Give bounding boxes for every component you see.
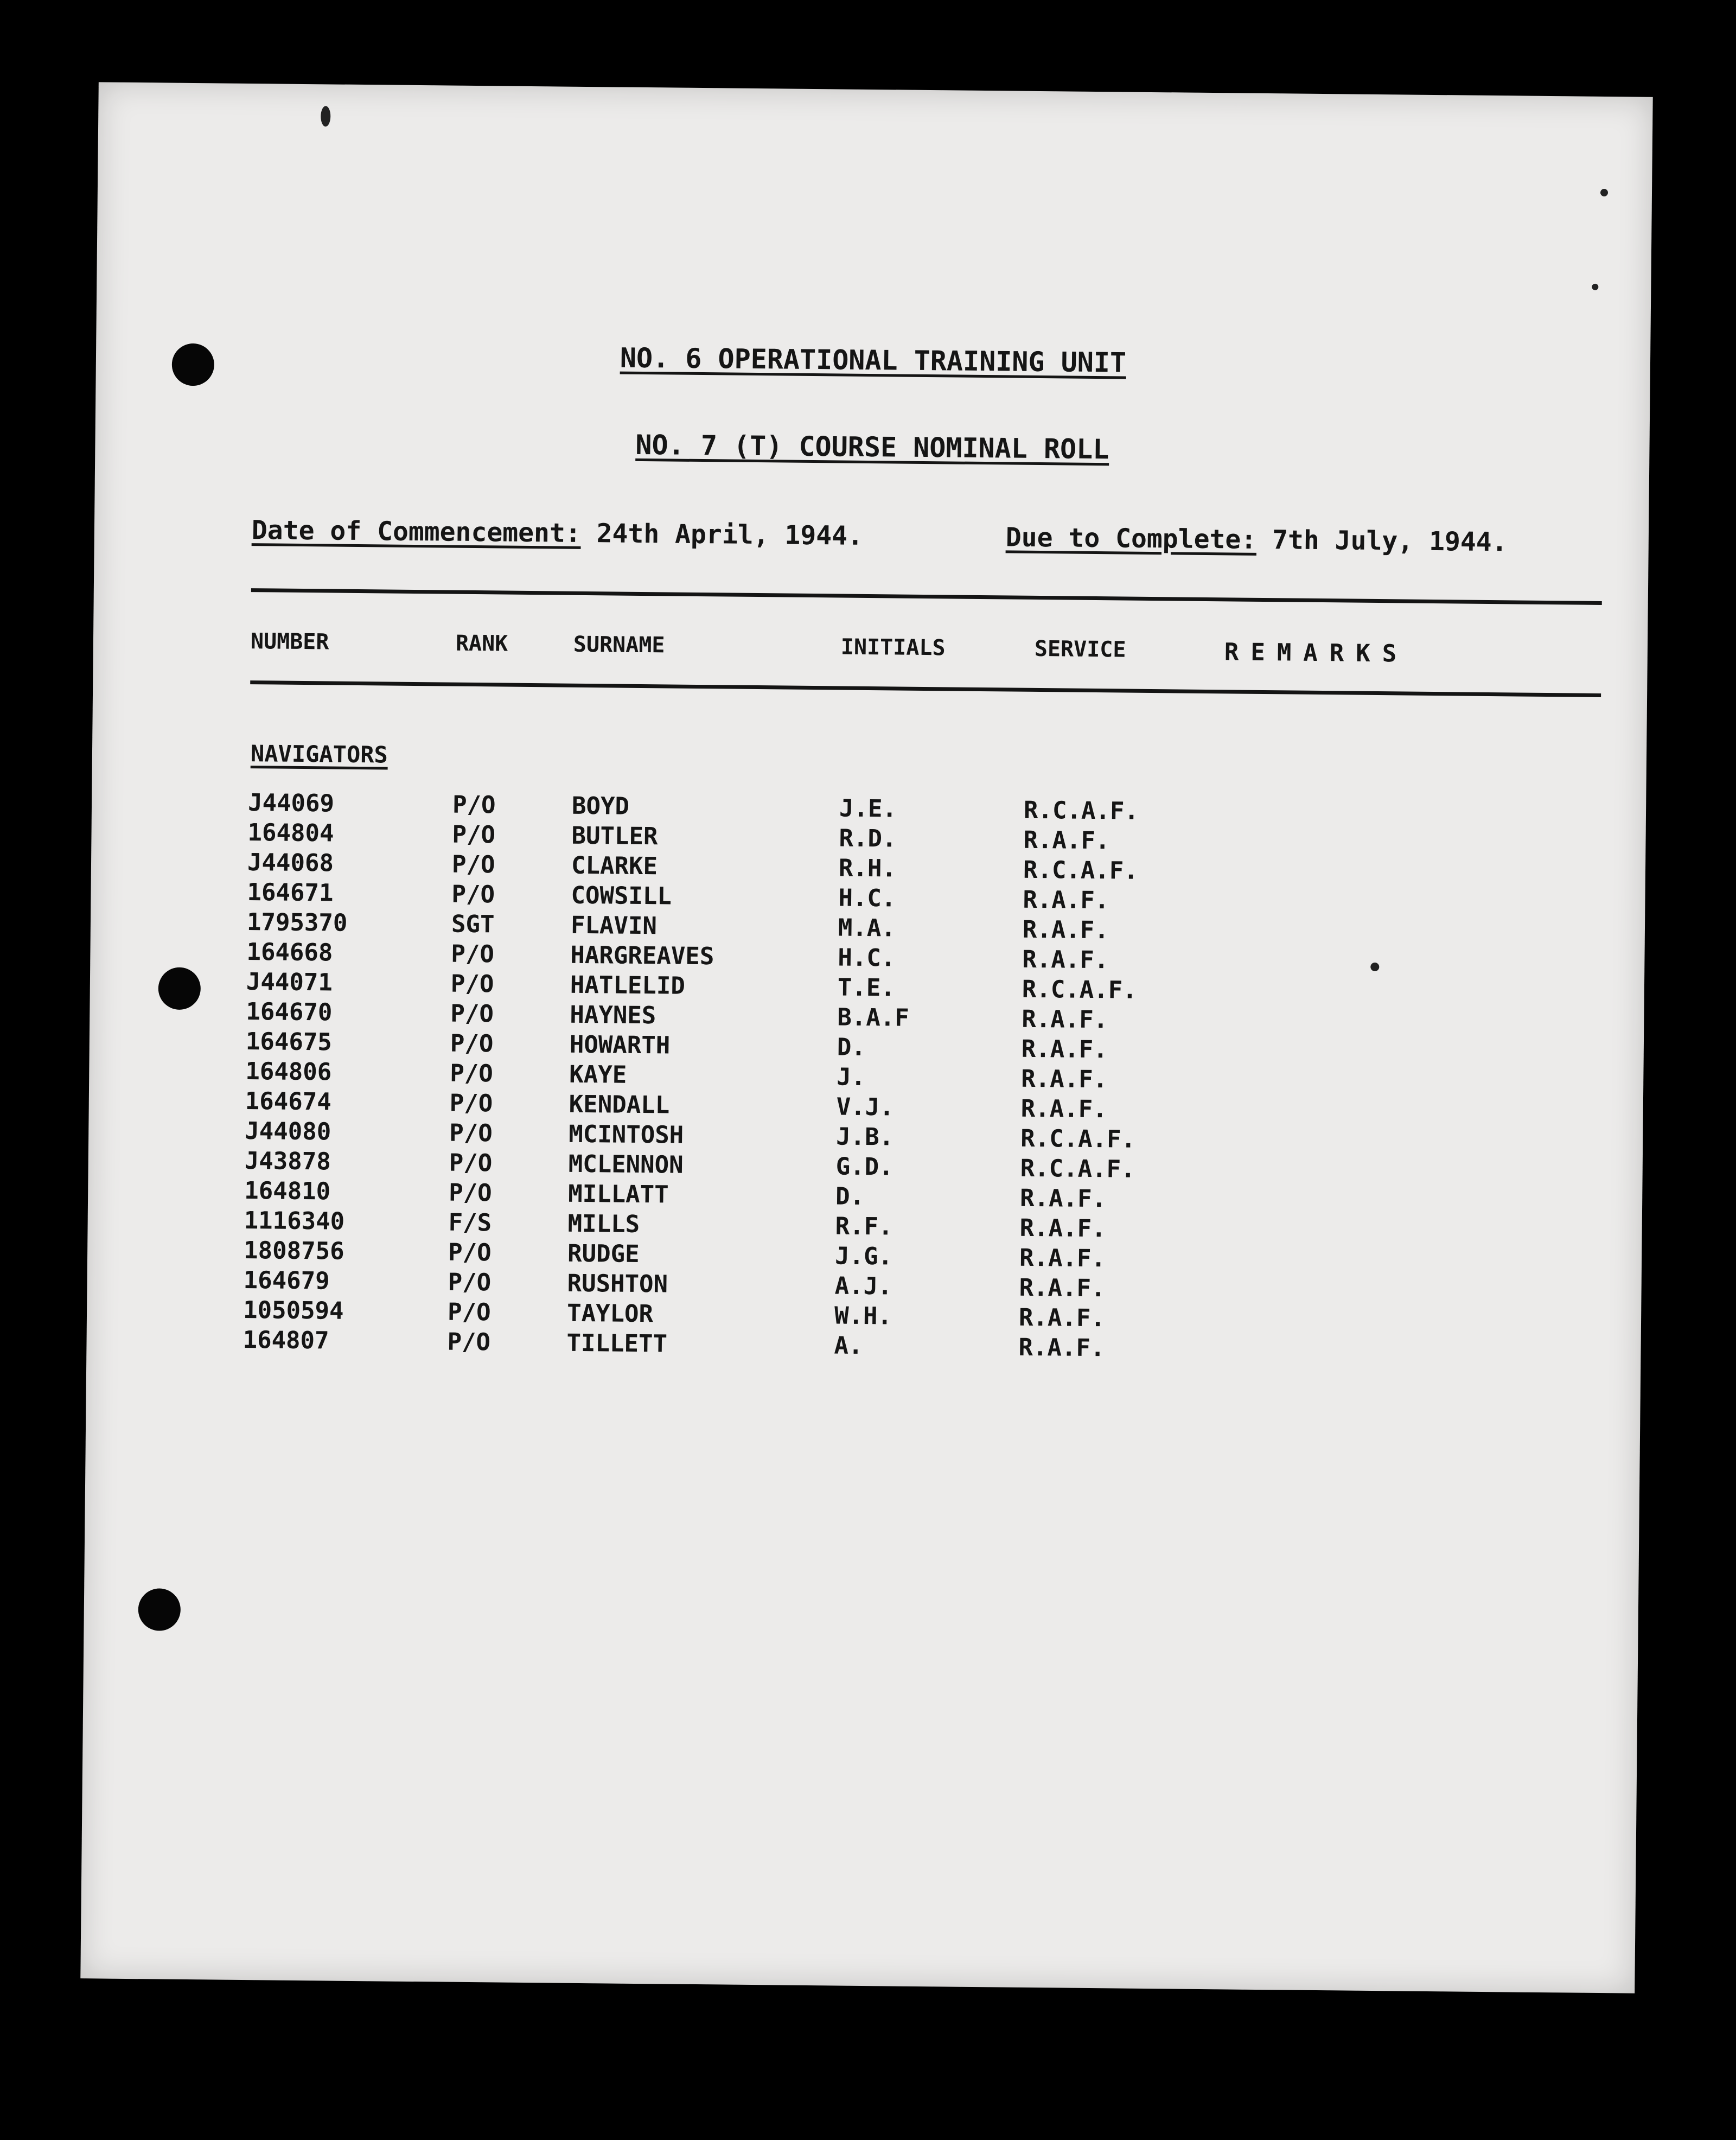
cell-initials: D. — [837, 1033, 866, 1061]
roll-title: NO. 7 (T) COURSE NOMINAL ROLL — [635, 429, 1109, 466]
cell-surname: KAYE — [569, 1060, 627, 1089]
column-header-number: NUMBER — [250, 629, 329, 655]
cell-initials: M.A. — [838, 914, 896, 942]
ink-speck — [1592, 284, 1598, 290]
cell-number: 1808756 — [243, 1236, 344, 1265]
column-header-initials: INITIALS — [840, 634, 946, 661]
cell-number: 1050594 — [242, 1296, 344, 1325]
cell-number: 164675 — [245, 1028, 333, 1056]
completion-label: Due to Complete: — [1005, 522, 1257, 555]
header-rule-top — [251, 588, 1602, 605]
cell-service: R.A.F. — [1020, 1094, 1107, 1124]
cell-surname: RUDGE — [567, 1239, 640, 1268]
cell-number: J44069 — [247, 789, 335, 818]
cell-surname: MILLS — [567, 1209, 640, 1238]
cell-initials: J.G. — [834, 1242, 893, 1271]
cell-service: R.A.F. — [1022, 945, 1109, 975]
cell-initials: J.E. — [839, 794, 897, 823]
cell-number: 164671 — [247, 878, 334, 907]
cell-rank: P/O — [450, 1059, 494, 1088]
cell-surname: FLAVIN — [570, 911, 658, 940]
cell-service: R.A.F. — [1023, 886, 1109, 915]
cell-service: R.A.F. — [1022, 915, 1109, 945]
cell-number: J43878 — [244, 1147, 331, 1176]
cell-rank: P/O — [452, 791, 496, 819]
cell-number: 1795370 — [246, 908, 348, 937]
cell-rank: P/O — [450, 970, 494, 998]
cell-surname: CLARKE — [571, 851, 658, 881]
cell-initials: G.D. — [835, 1152, 893, 1181]
cell-number: 1116340 — [244, 1206, 345, 1235]
cell-rank: F/S — [448, 1208, 492, 1237]
cell-surname: MCINTOSH — [569, 1120, 684, 1149]
cell-surname: HARGREAVES — [570, 941, 714, 971]
cell-rank: P/O — [449, 1089, 493, 1118]
cell-number: 164810 — [244, 1177, 331, 1206]
cell-surname: TILLETT — [566, 1329, 668, 1358]
cell-rank: P/O — [448, 1238, 492, 1267]
completion-line — [1006, 522, 1508, 557]
cell-initials: R.H. — [838, 854, 897, 883]
cell-surname: TAYLOR — [566, 1299, 654, 1328]
cell-initials: W.H. — [834, 1302, 892, 1330]
cell-rank: P/O — [447, 1298, 491, 1327]
cell-service: R.C.A.F. — [1020, 1124, 1136, 1154]
cell-number: J44080 — [245, 1117, 331, 1146]
cell-surname: COWSILL — [571, 881, 672, 910]
cell-service: R.A.F. — [1018, 1303, 1106, 1333]
punch-hole-bottom — [138, 1588, 181, 1631]
unit-title: NO. 6 OPERATIONAL TRAINING UNIT — [620, 342, 1127, 379]
cell-rank: P/O — [449, 1119, 493, 1148]
cell-surname: KENDALL — [569, 1090, 670, 1119]
cell-initials: J. — [837, 1063, 866, 1091]
document-page — [80, 82, 1652, 1993]
cell-surname: HAYNES — [570, 1001, 656, 1030]
cell-initials: V.J. — [836, 1093, 894, 1122]
column-header-rank: RANK — [455, 630, 508, 657]
cell-rank: P/O — [449, 1149, 493, 1177]
nominal-roll — [86, 787, 1646, 1369]
cell-rank: P/O — [450, 1029, 494, 1058]
cell-initials: D. — [835, 1182, 865, 1211]
cell-initials: H.C. — [838, 884, 896, 913]
cell-surname: BOYD — [571, 792, 630, 820]
cell-rank: P/O — [447, 1328, 491, 1356]
cell-initials: R.F. — [835, 1212, 893, 1241]
cell-initials: R.D. — [839, 824, 897, 853]
cell-service: R.C.A.F. — [1022, 975, 1138, 1004]
cell-number: 164668 — [246, 938, 333, 967]
cell-rank: P/O — [452, 820, 496, 849]
cell-number: J44071 — [246, 968, 333, 997]
cell-service: R.A.F. — [1018, 1333, 1105, 1362]
cell-number: 164674 — [245, 1087, 332, 1116]
cell-initials: B.A.F — [837, 1003, 910, 1032]
cell-rank: P/O — [451, 880, 495, 909]
cell-rank: P/O — [451, 940, 495, 969]
cell-rank: P/O — [448, 1179, 492, 1207]
cell-number: J44068 — [247, 849, 334, 877]
header-rule-bottom — [250, 680, 1601, 697]
ink-speck — [1600, 189, 1608, 196]
section-label-navigators: NAVIGATORS — [250, 740, 388, 768]
cell-surname: MILLATT — [567, 1180, 669, 1209]
cell-surname: BUTLER — [571, 821, 658, 851]
cell-number: 164670 — [246, 998, 333, 1027]
cell-service: R.C.A.F. — [1020, 1154, 1135, 1183]
cell-service: R.A.F. — [1021, 1065, 1108, 1094]
cell-initials: J.B. — [836, 1123, 894, 1151]
cell-initials: A.J. — [834, 1272, 892, 1301]
column-header-remarks: REMARKS — [1224, 638, 1409, 668]
cell-number: 164807 — [242, 1326, 329, 1355]
column-header-surname: SURNAME — [573, 632, 665, 658]
cell-surname: HATLELID — [570, 971, 686, 1000]
cell-service: R.C.A.F. — [1023, 856, 1139, 885]
cell-surname: RUSHTON — [567, 1269, 668, 1298]
cell-service: R.A.F. — [1019, 1184, 1107, 1213]
cell-service: R.A.F. — [1022, 1005, 1108, 1034]
commencement-line — [252, 515, 864, 551]
cell-initials: T.E. — [837, 973, 896, 1002]
cell-rank: P/O — [448, 1268, 492, 1297]
column-header-service: SERVICE — [1034, 636, 1126, 663]
commencement-date: 24th April, 1944. — [596, 518, 864, 551]
cell-number: 164804 — [247, 819, 334, 848]
cell-number: 164806 — [245, 1058, 332, 1086]
cell-service: R.C.A.F. — [1023, 796, 1139, 825]
commencement-label: Date of Commencement: — [251, 515, 582, 549]
cell-rank: P/O — [451, 850, 495, 879]
cell-service: R.A.F. — [1019, 1244, 1106, 1273]
cell-service: R.A.F. — [1021, 1035, 1108, 1064]
ink-speck — [321, 106, 330, 126]
cell-rank: SGT — [451, 910, 495, 939]
cell-service: R.A.F. — [1019, 1214, 1106, 1243]
cell-rank: P/O — [450, 999, 494, 1028]
cell-surname: MCLENNON — [568, 1150, 684, 1179]
cell-initials: H.C. — [838, 944, 896, 972]
completion-date: 7th July, 1944. — [1272, 525, 1508, 558]
cell-initials: A. — [834, 1332, 863, 1360]
cell-service: R.A.F. — [1023, 826, 1110, 855]
cell-service: R.A.F. — [1019, 1273, 1106, 1303]
cell-number: 164679 — [243, 1266, 330, 1295]
cell-surname: HOWARTH — [569, 1030, 671, 1060]
